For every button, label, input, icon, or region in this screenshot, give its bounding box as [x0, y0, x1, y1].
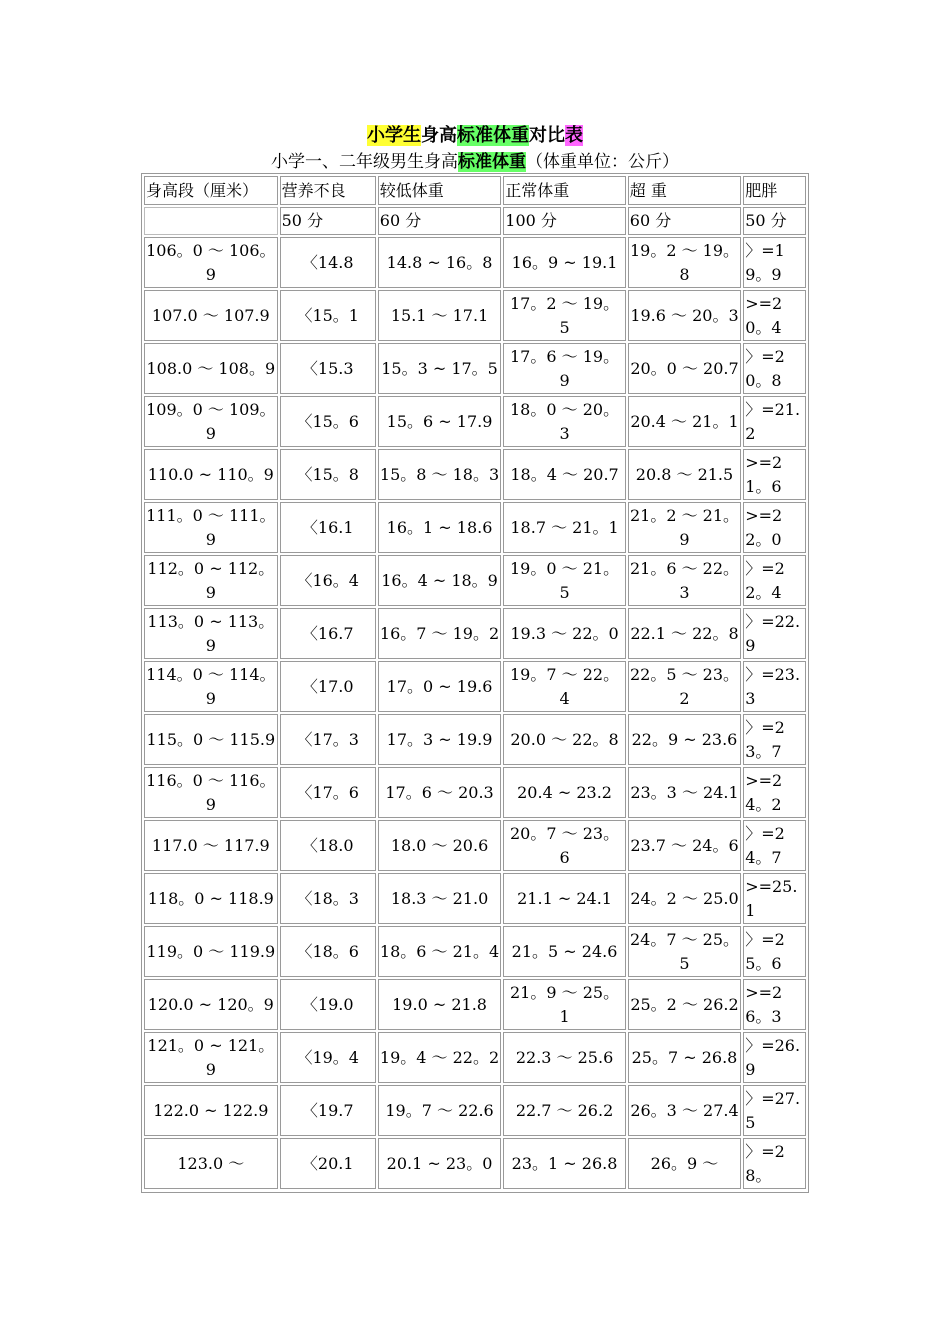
cell-normal-weight: 19。0 ～ 21。5 [503, 555, 626, 606]
table-row [144, 1032, 806, 1083]
score-height-range [144, 207, 278, 235]
table-header-row [144, 176, 806, 205]
header-height-range: 身高段（厘米） [144, 176, 278, 205]
cell-normal-weight: 19。7 ～ 22。4 [503, 661, 626, 712]
cell-obese: 〉=27.5 [743, 1085, 806, 1136]
cell-malnutrition: 〈18。3 [280, 873, 376, 924]
cell-low-weight: 17。0 ~ 19.6 [378, 661, 502, 712]
cell-normal-weight: 17。2 ～ 19。5 [503, 290, 626, 341]
cell-low-weight: 14.8 ~ 16。8 [378, 237, 502, 288]
cell-malnutrition: 〈16.7 [280, 608, 376, 659]
cell-normal-weight: 19.3 ～ 22。0 [503, 608, 626, 659]
cell-overweight: 19.6 ～ 20。3 [628, 290, 741, 341]
title-part-4: 对比 [529, 125, 565, 146]
cell-overweight: 22.1 ～ 22。8 [628, 608, 741, 659]
cell-overweight: 24。7 ～ 25。5 [628, 926, 741, 977]
cell-obese: 〉=19。9 [743, 237, 806, 288]
cell-low-weight: 19。7 ～ 22.6 [378, 1085, 502, 1136]
table-row [144, 714, 806, 765]
table-row [144, 396, 806, 447]
cell-malnutrition: 〈16.1 [280, 502, 376, 553]
cell-height-range: 111。0 ～ 111。9 [144, 502, 278, 553]
cell-normal-weight: 17。6 ～ 19。9 [503, 343, 626, 394]
cell-normal-weight: 22.3 ～ 25.6 [503, 1032, 626, 1083]
cell-height-range: 116。0 ～ 116。9 [144, 767, 278, 818]
table-row [144, 237, 806, 288]
cell-overweight: 26。9 ～ [628, 1138, 741, 1189]
cell-obese: 〉=20。8 [743, 343, 806, 394]
cell-malnutrition: 〈19.7 [280, 1085, 376, 1136]
page-title [0, 124, 950, 148]
cell-height-range: 122.0 ~ 122.9 [144, 1085, 278, 1136]
table-row [144, 926, 806, 977]
cell-obese: >=25.1 [743, 873, 806, 924]
cell-overweight: 23。3 ～ 24.1 [628, 767, 741, 818]
cell-low-weight: 17。3 ~ 19.9 [378, 714, 502, 765]
cell-overweight: 26。3 ～ 27.4 [628, 1085, 741, 1136]
cell-overweight: 19。2 ～ 19。8 [628, 237, 741, 288]
cell-overweight: 21。2 ～ 21。9 [628, 502, 741, 553]
cell-obese: 〉=22.9 [743, 608, 806, 659]
cell-malnutrition: 〈19。4 [280, 1032, 376, 1083]
cell-normal-weight: 18。0 ～ 20。3 [503, 396, 626, 447]
table-row [144, 449, 806, 500]
header-low-weight: 较低体重 [378, 176, 502, 205]
weight-table-body [144, 176, 806, 1189]
subtitle-prefix: 小学一、二年级男生身高 [271, 152, 458, 172]
header-overweight: 超 重 [628, 176, 741, 205]
cell-height-range: 120.0 ~ 120。9 [144, 979, 278, 1030]
table-subtitle [0, 151, 950, 173]
cell-normal-weight: 20.0 ～ 22。8 [503, 714, 626, 765]
table-row [144, 555, 806, 606]
cell-low-weight: 15。6 ~ 17.9 [378, 396, 502, 447]
cell-low-weight: 15.1 ～ 17.1 [378, 290, 502, 341]
weight-table-frame [141, 173, 809, 1193]
table-row [144, 873, 806, 924]
cell-overweight: 25。2 ～ 26.2 [628, 979, 741, 1030]
cell-malnutrition: 〈15.3 [280, 343, 376, 394]
cell-normal-weight: 18。4 ～ 20.7 [503, 449, 626, 500]
cell-height-range: 115。0 ～ 115.9 [144, 714, 278, 765]
cell-malnutrition: 〈14.8 [280, 237, 376, 288]
cell-low-weight: 15。8 ～ 18。3 [378, 449, 502, 500]
cell-normal-weight: 22.7 ～ 26.2 [503, 1085, 626, 1136]
weight-table [142, 174, 808, 1191]
table-row [144, 343, 806, 394]
cell-malnutrition: 〈20.1 [280, 1138, 376, 1189]
cell-overweight: 25。7 ~ 26.8 [628, 1032, 741, 1083]
cell-normal-weight: 21。9 ～ 25。1 [503, 979, 626, 1030]
cell-normal-weight: 21。5 ~ 24.6 [503, 926, 626, 977]
cell-malnutrition: 〈19.0 [280, 979, 376, 1030]
table-row [144, 979, 806, 1030]
table-row [144, 502, 806, 553]
cell-malnutrition: 〈17.0 [280, 661, 376, 712]
table-row [144, 290, 806, 341]
cell-height-range: 118。0 ~ 118.9 [144, 873, 278, 924]
cell-obese: 〉=22。4 [743, 555, 806, 606]
table-row [144, 1085, 806, 1136]
cell-height-range: 107.0 ～ 107.9 [144, 290, 278, 341]
cell-low-weight: 15。3 ~ 17。5 [378, 343, 502, 394]
table-row [144, 1138, 806, 1189]
cell-low-weight: 16。4 ~ 18。9 [378, 555, 502, 606]
title-part-1: 小学生 [367, 125, 421, 146]
score-low-weight: 60 分 [378, 207, 502, 235]
cell-low-weight: 16。7 ～ 19。2 [378, 608, 502, 659]
cell-malnutrition: 〈15。8 [280, 449, 376, 500]
cell-obese: >=24。2 [743, 767, 806, 818]
cell-obese: 〉=23。7 [743, 714, 806, 765]
cell-overweight: 20.4 ～ 21。1 [628, 396, 741, 447]
cell-obese: 〉=26.9 [743, 1032, 806, 1083]
cell-normal-weight: 23。1 ~ 26.8 [503, 1138, 626, 1189]
score-normal-weight: 100 分 [503, 207, 626, 235]
cell-normal-weight: 20。7 ～ 23。6 [503, 820, 626, 871]
cell-overweight: 24。2 ～ 25.0 [628, 873, 741, 924]
cell-obese: >=26。3 [743, 979, 806, 1030]
cell-obese: >=22。0 [743, 502, 806, 553]
cell-malnutrition: 〈18.0 [280, 820, 376, 871]
cell-height-range: 123.0 ～ [144, 1138, 278, 1189]
header-obese: 肥胖 [743, 176, 806, 205]
table-row [144, 767, 806, 818]
cell-low-weight: 18.3 ～ 21.0 [378, 873, 502, 924]
table-row [144, 661, 806, 712]
cell-overweight: 20.8 ～ 21.5 [628, 449, 741, 500]
cell-obese: >=20。4 [743, 290, 806, 341]
cell-low-weight: 17。6 ～ 20.3 [378, 767, 502, 818]
cell-low-weight: 19.0 ~ 21.8 [378, 979, 502, 1030]
cell-height-range: 112。0 ~ 112。9 [144, 555, 278, 606]
cell-normal-weight: 18.7 ～ 21。1 [503, 502, 626, 553]
cell-overweight: 22。9 ~ 23.6 [628, 714, 741, 765]
cell-obese: 〉=25。6 [743, 926, 806, 977]
cell-normal-weight: 16。9 ~ 19.1 [503, 237, 626, 288]
title-part-3: 标准体重 [457, 125, 529, 146]
cell-malnutrition: 〈15。6 [280, 396, 376, 447]
cell-low-weight: 16。1 ~ 18.6 [378, 502, 502, 553]
table-row [144, 608, 806, 659]
cell-height-range: 117.0 ～ 117.9 [144, 820, 278, 871]
cell-obese: 〉=21.2 [743, 396, 806, 447]
table-score-row [144, 207, 806, 235]
score-malnutrition: 50 分 [280, 207, 376, 235]
cell-low-weight: 18。6 ～ 21。4 [378, 926, 502, 977]
cell-low-weight: 20.1 ~ 23。0 [378, 1138, 502, 1189]
cell-normal-weight: 20.4 ~ 23.2 [503, 767, 626, 818]
cell-height-range: 114。0 ～ 114。9 [144, 661, 278, 712]
cell-low-weight: 18.0 ～ 20.6 [378, 820, 502, 871]
cell-obese: 〉=28。 [743, 1138, 806, 1189]
cell-height-range: 121。0 ~ 121。9 [144, 1032, 278, 1083]
header-normal-weight: 正常体重 [503, 176, 626, 205]
cell-height-range: 110.0 ~ 110。9 [144, 449, 278, 500]
subtitle-suffix: （体重单位：公斤） [526, 152, 679, 172]
cell-overweight: 23.7 ～ 24。6 [628, 820, 741, 871]
cell-height-range: 113。0 ~ 113。9 [144, 608, 278, 659]
score-overweight: 60 分 [628, 207, 741, 235]
cell-obese: 〉=24。7 [743, 820, 806, 871]
cell-height-range: 108.0 ～ 108。9 [144, 343, 278, 394]
cell-malnutrition: 〈15。1 [280, 290, 376, 341]
title-part-5: 表 [565, 125, 583, 146]
header-malnutrition: 营养不良 [280, 176, 376, 205]
cell-obese: 〉=23.3 [743, 661, 806, 712]
cell-overweight: 21。6 ～ 22。3 [628, 555, 741, 606]
cell-malnutrition: 〈18。6 [280, 926, 376, 977]
cell-height-range: 109。0 ～ 109。9 [144, 396, 278, 447]
table-row [144, 820, 806, 871]
cell-malnutrition: 〈16。4 [280, 555, 376, 606]
cell-malnutrition: 〈17。6 [280, 767, 376, 818]
score-obese: 50 分 [743, 207, 806, 235]
cell-malnutrition: 〈17。3 [280, 714, 376, 765]
cell-height-range: 106。0 ～ 106。9 [144, 237, 278, 288]
cell-obese: >=21。6 [743, 449, 806, 500]
cell-overweight: 20。0 ～ 20.7 [628, 343, 741, 394]
cell-height-range: 119。0 ～ 119.9 [144, 926, 278, 977]
cell-overweight: 22。5 ～ 23。2 [628, 661, 741, 712]
subtitle-highlight: 标准体重 [458, 152, 526, 172]
cell-normal-weight: 21.1 ~ 24.1 [503, 873, 626, 924]
title-part-2: 身高 [421, 125, 457, 146]
cell-low-weight: 19。4 ～ 22。2 [378, 1032, 502, 1083]
